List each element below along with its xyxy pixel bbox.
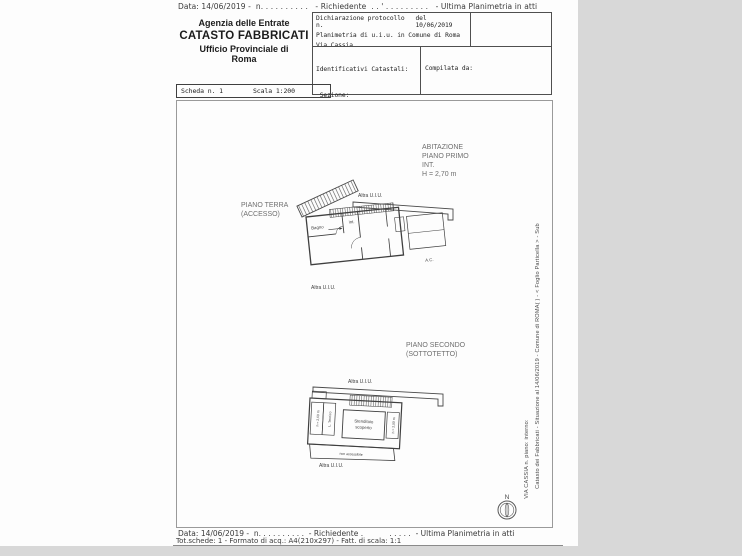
sheet-scale: Scala 1:200: [252, 87, 295, 95]
office-line: Ufficio Provinciale di: [199, 44, 289, 54]
footer-format-line: Tot.schede: 1 - Formato di acq.: A4(210x297) - Fatt. di scala: 1:1: [176, 537, 402, 545]
plan2-height-left-label: h = 2,60 m: [315, 410, 321, 427]
north-compass-icon: [498, 494, 516, 519]
svg-text:(ACCESSO): (ACCESSO): [241, 211, 280, 218]
plan1-altra-uiu-bottom-label: Altra U.I.U.: [311, 285, 336, 291]
plan2-tecnico-label: L. Tecnico: [327, 411, 333, 427]
svg-text:(SOTTOTETTO): (SOTTOTETTO): [406, 351, 458, 358]
agency-name: Agenzia delle Entrate: [198, 18, 290, 28]
declaration-box: [312, 12, 471, 50]
ids-title: Identificativi Catastali:: [316, 66, 409, 74]
protocol-label: Dichiarazione protocollo n.: [316, 15, 405, 29]
compiler-title: Compilata da:: [425, 65, 473, 73]
side-caption: [524, 223, 541, 499]
drawing-frame: [176, 100, 553, 528]
office-city: Roma: [231, 54, 257, 64]
svg-text:H = 2,70 m: H = 2,70 m: [422, 171, 457, 178]
sheet-number: Scheda n. 1: [181, 87, 223, 95]
empty-header-cell: [470, 12, 552, 47]
plan2-non-accessibile-label: non accessibile: [339, 451, 363, 457]
floor2-title: [406, 342, 466, 358]
plan1-hatched-wall: [329, 203, 393, 218]
top-meta-line: Data: 14/06/2019 - n. . . . . . . . . . - Richiedente . . ' . . . . . . . . . - Ultima Planimetria in atti: [178, 2, 538, 11]
plan1-bagno-label: Bagno: [310, 224, 324, 231]
svg-text:PIANO TERRA: PIANO TERRA: [241, 202, 289, 209]
plan2-stenditoio-label1: Stenditoio: [354, 418, 374, 425]
office-header: [178, 18, 310, 64]
protocol-date: del 10/06/2019: [415, 15, 453, 29]
plan2-altra-uiu-top-label: Altra U.I.U.: [348, 379, 373, 385]
north-label: N: [504, 494, 510, 501]
plan1-ac-label: A.C.: [424, 256, 434, 263]
plan1-annex: [406, 213, 445, 250]
side-caption-line1: Catasto dei Fabbricati - Situazione al 14/06/2019 - Comune di ROMA( ) - < Foglio Particella > - Sub: [535, 223, 541, 489]
plan1-int-label: int.: [348, 218, 355, 225]
page-bottom-rule: [173, 545, 563, 546]
side-caption-line2: VIA CASSIA n. piano: interno:: [524, 419, 530, 499]
plan2-height-right-label: h = 2,00 m: [391, 417, 397, 434]
sheet-info-box: [176, 84, 331, 98]
plan1-altra-uiu-top-label: Altra U.I.U.: [358, 193, 383, 199]
compiler-box: [420, 46, 552, 95]
ids-sezione: Sezione:: [316, 91, 350, 99]
svg-text:PIANO SECONDO: PIANO SECONDO: [406, 342, 466, 349]
plan2-stenditoio-label2: scoperto: [355, 424, 372, 431]
svg-text:ABITAZIONE: ABITAZIONE: [422, 144, 464, 151]
svg-text:INT.: INT.: [422, 162, 435, 169]
register-name: CATASTO FABBRICATI: [179, 30, 309, 42]
plan2-altra-uiu-bottom-label: Altra U.I.U.: [319, 463, 344, 469]
floorplan-drawing: [177, 101, 552, 527]
svg-text:PIANO PRIMO: PIANO PRIMO: [422, 153, 469, 160]
footer-meta-line: Data: 14/06/2019 - n. . . . . . . . . . - Richiedente . . . . . . - Ultima Planimetria in atti: [178, 529, 515, 538]
plan1-unit: [305, 198, 447, 275]
ground-floor-title: [241, 202, 289, 218]
plan2-unit: [307, 391, 402, 463]
street-line: Via Cassia: [316, 42, 353, 50]
floor1-title: [422, 144, 469, 178]
planimetria-line: Planimetria di u.i.u. in Comune di Roma: [316, 32, 460, 40]
